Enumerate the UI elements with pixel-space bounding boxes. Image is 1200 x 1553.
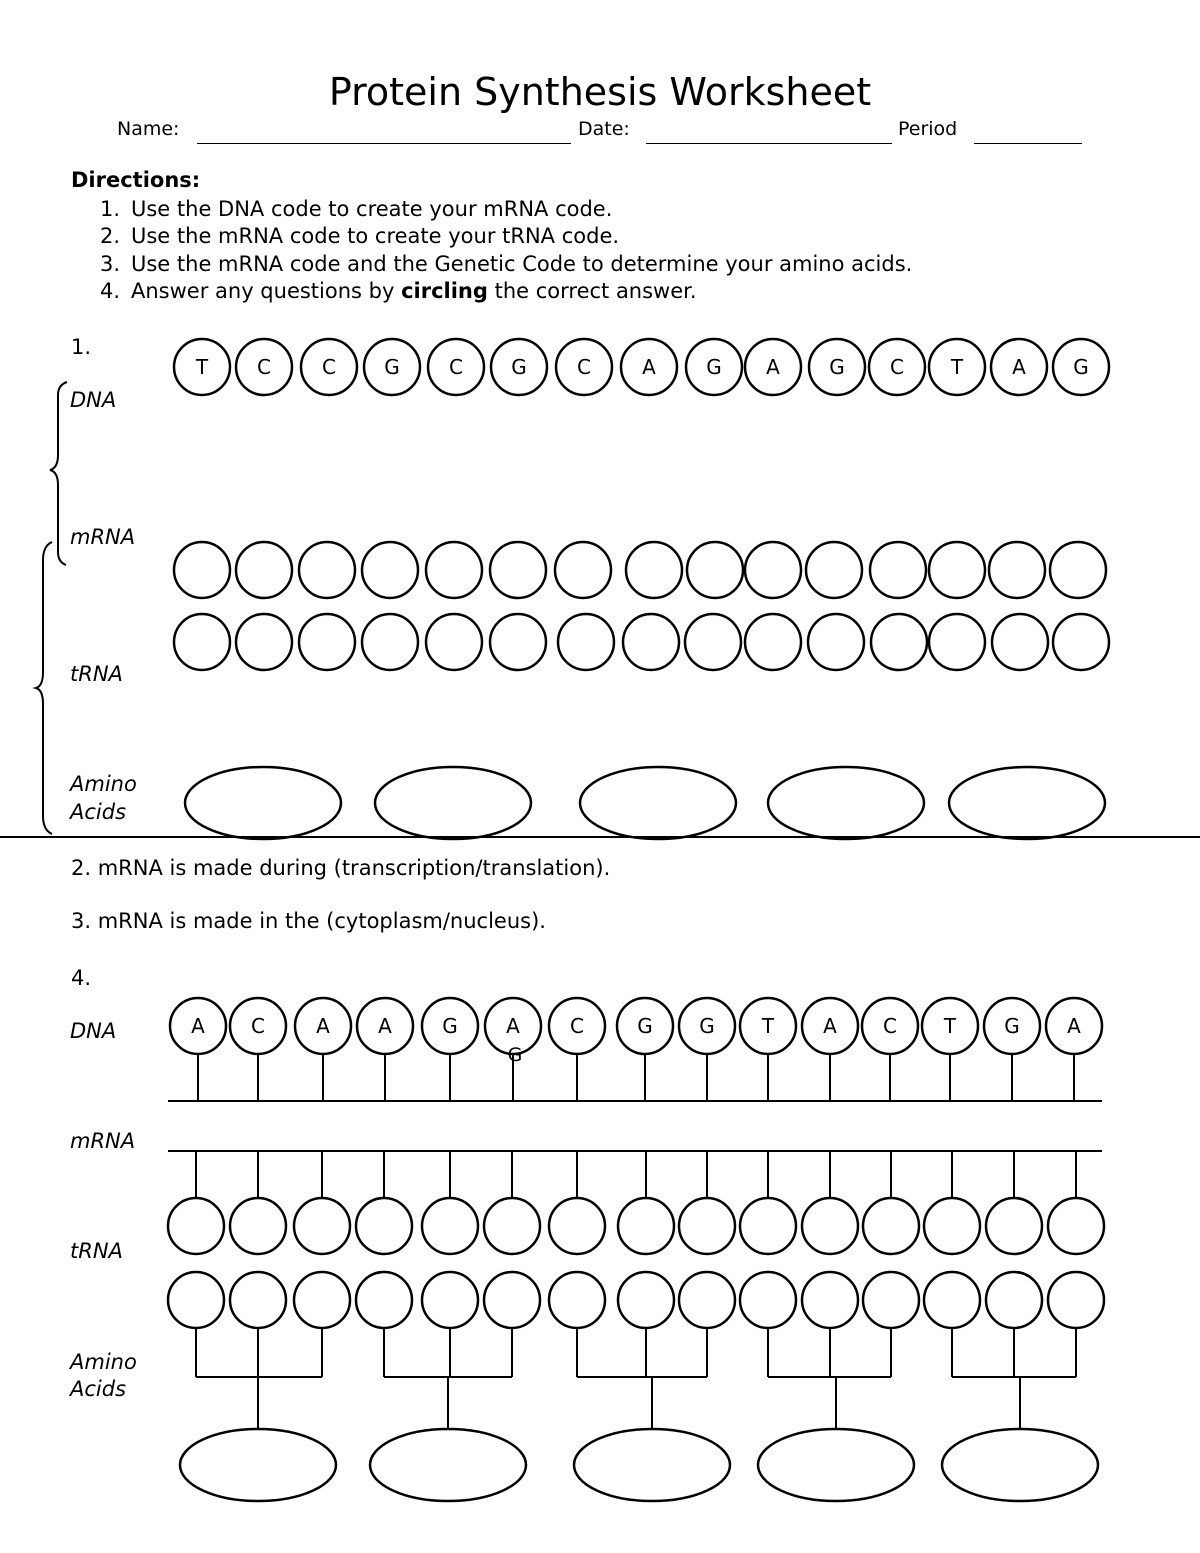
p1-dna-letter: C [577, 355, 591, 379]
p4-dna-letter: C [251, 1014, 265, 1038]
name-label: Name: [117, 118, 180, 140]
p1-mrna-circle[interactable] [1050, 542, 1106, 598]
p4-trna-upper-circle[interactable] [986, 1198, 1042, 1254]
p4-trna-upper-circle[interactable] [356, 1198, 412, 1254]
problem4-amino-label-line1: Amino [70, 1350, 137, 1374]
p4-dna-letter: G [442, 1014, 458, 1038]
p4-trna-upper-circle[interactable] [740, 1198, 796, 1254]
problem4-trna-label: tRNA [70, 1239, 123, 1263]
p4-trna-lower-circle[interactable] [802, 1272, 858, 1328]
page-title: Protein Synthesis Worksheet [328, 70, 872, 114]
p1-mrna-circle[interactable] [490, 542, 546, 598]
problem1-dna-row [174, 339, 1109, 395]
p1-trna-circle[interactable] [992, 614, 1048, 670]
p1-dna-letter: C [890, 355, 904, 379]
p4-dna-letter: C [570, 1014, 584, 1038]
p4-trna-lower-circle[interactable] [924, 1272, 980, 1328]
p4-trna-lower-circle[interactable] [230, 1272, 286, 1328]
p4-dna-letter: A [823, 1014, 837, 1038]
p1-trna-circle[interactable] [490, 614, 546, 670]
p4-trna-upper-circle[interactable] [924, 1198, 980, 1254]
problem1-trna-row [174, 614, 1109, 670]
p1-mrna-circle[interactable] [555, 542, 611, 598]
problem1-number: 1. [71, 335, 92, 359]
p4-trna-upper-circle[interactable] [802, 1198, 858, 1254]
p4-amino-acid-oval[interactable] [180, 1429, 336, 1501]
p1-mrna-circle[interactable] [626, 542, 682, 598]
p1-dna-letter: T [195, 355, 209, 379]
problem4-number: 4. [71, 966, 92, 990]
p4-trna-lower-circle[interactable] [986, 1272, 1042, 1328]
p4-trna-lower-circle[interactable] [549, 1272, 605, 1328]
p1-mrna-circle[interactable] [870, 542, 926, 598]
p1-trna-circle[interactable] [174, 614, 230, 670]
stray-letter: G [507, 1044, 523, 1066]
p4-trna-upper-circle[interactable] [863, 1198, 919, 1254]
p1-dna-letter: G [706, 355, 722, 379]
p1-trna-circle[interactable] [1053, 614, 1109, 670]
p1-mrna-circle[interactable] [806, 542, 862, 598]
p1-mrna-circle[interactable] [299, 542, 355, 598]
direction-text-post: the correct answer. [487, 279, 697, 303]
p1-trna-circle[interactable] [558, 614, 614, 670]
problem1-mrna-label: mRNA [70, 525, 136, 549]
p4-trna-upper-circle[interactable] [484, 1198, 540, 1254]
p4-dna-letter: A [1067, 1014, 1081, 1038]
date-label: Date: [578, 118, 630, 140]
p4-trna-upper-circle[interactable] [549, 1198, 605, 1254]
p4-trna-lower-circle[interactable] [294, 1272, 350, 1328]
p1-amino-acid-oval[interactable] [949, 767, 1105, 839]
p1-trna-circle[interactable] [745, 614, 801, 670]
question-3: 3. mRNA is made in the (cytoplasm/nucleus). [71, 909, 546, 933]
p1-trna-circle[interactable] [426, 614, 482, 670]
p4-dna-letter: A [316, 1014, 330, 1038]
p4-trna-lower-circle[interactable] [422, 1272, 478, 1328]
p4-dna-letter: A [378, 1014, 392, 1038]
p4-dna-letter: G [637, 1014, 653, 1038]
p1-mrna-circle[interactable] [745, 542, 801, 598]
direction-text-bold: circling [401, 279, 488, 303]
p4-trna-lower-circle[interactable] [740, 1272, 796, 1328]
p4-amino-acid-oval[interactable] [370, 1429, 526, 1501]
p4-trna-upper-circle[interactable] [679, 1198, 735, 1254]
p1-dna-letter: C [257, 355, 271, 379]
p1-dna-letter: A [1012, 355, 1026, 379]
direction-number: 3. [99, 252, 120, 276]
p1-dna-letter: C [449, 355, 463, 379]
p4-trna-lower-circle[interactable] [356, 1272, 412, 1328]
p1-dna-letter: C [322, 355, 336, 379]
p1-dna-letter: G [829, 355, 845, 379]
p4-trna-lower-circle[interactable] [618, 1272, 674, 1328]
p1-trna-circle[interactable] [299, 614, 355, 670]
p4-trna-lower-circle[interactable] [863, 1272, 919, 1328]
problem4-dna-label: DNA [70, 1019, 117, 1043]
p4-dna-letter: T [761, 1014, 775, 1038]
p4-trna-lower-circle[interactable] [484, 1272, 540, 1328]
p4-trna-upper-circle[interactable] [294, 1198, 350, 1254]
direction-text: Use the mRNA code to create your tRNA code. [131, 224, 620, 248]
p4-dna-letter: A [506, 1014, 520, 1038]
direction-text-pre: Answer any questions by [131, 279, 402, 303]
p4-dna-letter: A [191, 1014, 205, 1038]
p4-trna-lower-circle[interactable] [168, 1272, 224, 1328]
dna-mrna-bracket [50, 382, 67, 565]
p4-trna-upper-circle[interactable] [422, 1198, 478, 1254]
p1-trna-circle[interactable] [362, 614, 418, 670]
direction-text: Use the mRNA code and the Genetic Code to determine your amino acids. [131, 252, 913, 276]
p1-dna-letter: G [384, 355, 400, 379]
p4-amino-acid-oval[interactable] [574, 1429, 730, 1501]
p1-mrna-circle[interactable] [687, 542, 743, 598]
p1-mrna-circle[interactable] [426, 542, 482, 598]
p4-trna-upper-circle[interactable] [618, 1198, 674, 1254]
problem1-amino-label-line1: Amino [70, 772, 137, 796]
p1-trna-circle[interactable] [236, 614, 292, 670]
problem1-mrna-row [174, 542, 1106, 598]
directions-heading: Directions: [71, 168, 201, 192]
question-2: 2. mRNA is made during (transcription/translation). [71, 856, 611, 880]
problem4-trna-row [168, 1198, 1104, 1328]
p1-mrna-circle[interactable] [929, 542, 985, 598]
direction-text: Use the DNA code to create your mRNA code. [131, 197, 613, 221]
p1-trna-circle[interactable] [685, 614, 741, 670]
p4-trna-upper-circle[interactable] [168, 1198, 224, 1254]
problem1-dna-label: DNA [70, 388, 117, 412]
problem4-amino-label-line2: Acids [70, 1377, 127, 1401]
problem4-dna-row [170, 998, 1102, 1054]
p1-trna-circle[interactable] [871, 614, 927, 670]
p1-dna-letter: A [766, 355, 780, 379]
problem4-amino-row [180, 1429, 1098, 1501]
p1-dna-letter: A [642, 355, 656, 379]
p1-mrna-circle[interactable] [362, 542, 418, 598]
p1-mrna-circle[interactable] [236, 542, 292, 598]
problem1-trna-label: tRNA [70, 662, 123, 686]
direction-number: 2. [99, 224, 120, 248]
p1-amino-acid-oval[interactable] [185, 767, 341, 839]
p4-dna-letter: C [883, 1014, 897, 1038]
direction-number: 4. [99, 279, 120, 303]
direction-number: 1. [99, 197, 120, 221]
p4-dna-letter: T [943, 1014, 957, 1038]
p1-mrna-circle[interactable] [174, 542, 230, 598]
p4-trna-lower-circle[interactable] [1048, 1272, 1104, 1328]
problem4-mrna-label: mRNA [70, 1129, 136, 1153]
period-label: Period [898, 118, 958, 140]
p4-trna-upper-circle[interactable] [1048, 1198, 1104, 1254]
p1-trna-circle[interactable] [929, 614, 985, 670]
p1-dna-letter: G [511, 355, 527, 379]
p1-amino-acid-oval[interactable] [375, 767, 531, 839]
p1-trna-circle[interactable] [808, 614, 864, 670]
mrna-amino-bracket [36, 542, 52, 834]
p4-trna-upper-circle[interactable] [230, 1198, 286, 1254]
p1-mrna-circle[interactable] [989, 542, 1045, 598]
problem1-amino-row [185, 767, 1105, 839]
p4-dna-letter: G [1004, 1014, 1020, 1038]
p4-amino-acid-oval[interactable] [758, 1429, 914, 1501]
problem1-amino-label-line2: Acids [70, 800, 127, 824]
p4-dna-letter: G [699, 1014, 715, 1038]
p1-dna-letter: T [950, 355, 964, 379]
p1-trna-circle[interactable] [623, 614, 679, 670]
p4-amino-acid-oval[interactable] [942, 1429, 1098, 1501]
p4-trna-lower-circle[interactable] [679, 1272, 735, 1328]
p1-amino-acid-oval[interactable] [768, 767, 924, 839]
p1-dna-letter: G [1073, 355, 1089, 379]
p1-amino-acid-oval[interactable] [580, 767, 736, 839]
